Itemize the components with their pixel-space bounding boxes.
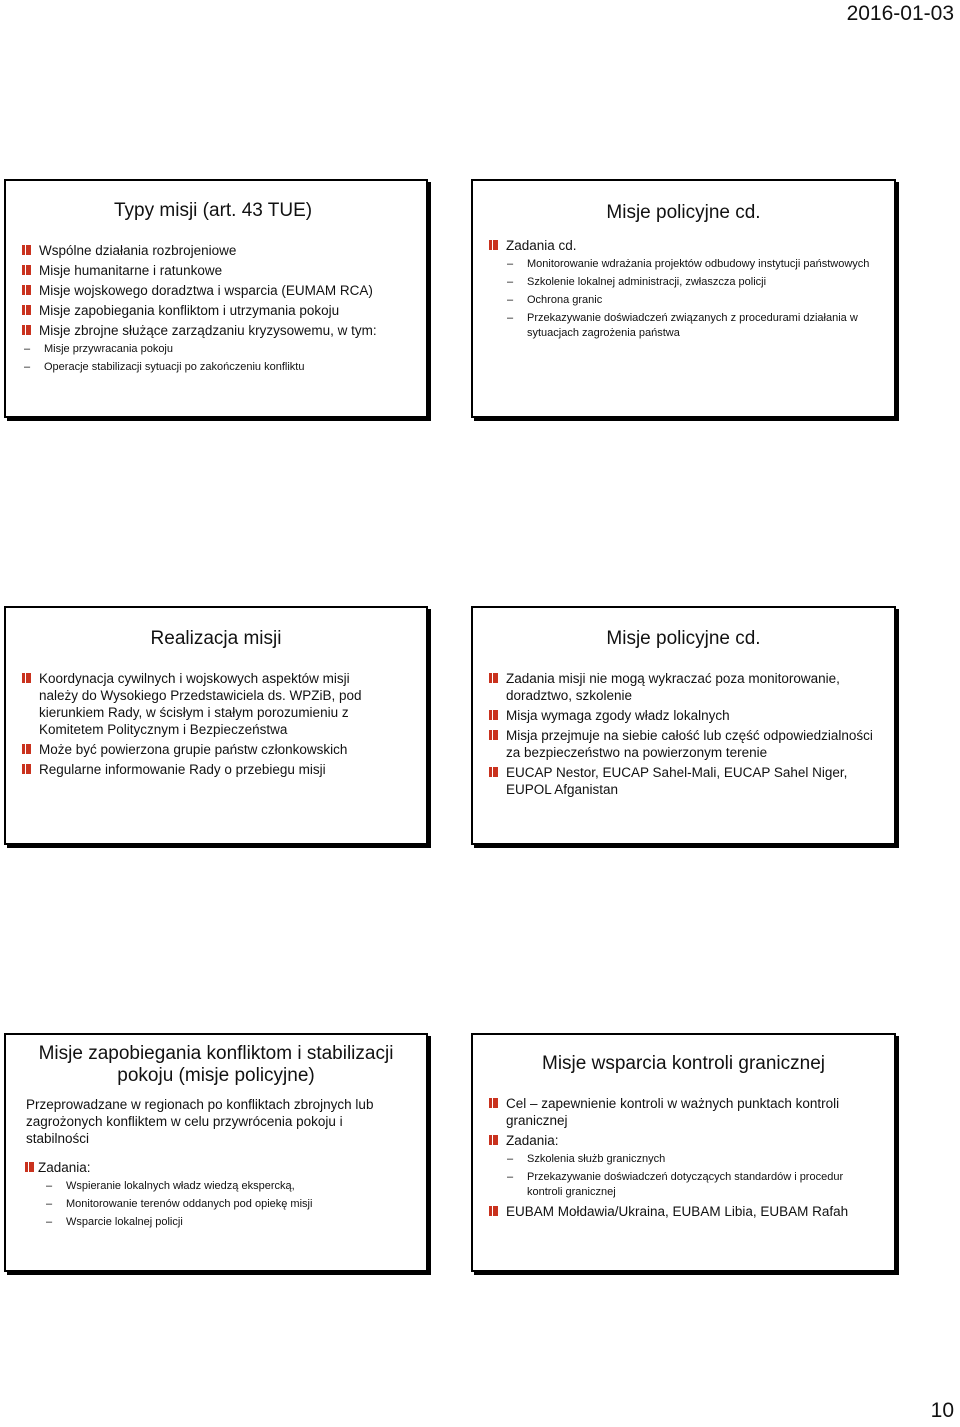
list-item: EUCAP Nestor, EUCAP Sahel-Mali, EUCAP Sahel Niger, EUPOL Afganistan — [487, 764, 880, 798]
slide-title: Misje policyjne cd. — [606, 202, 761, 223]
bullet-icon — [22, 245, 31, 255]
sub-list-item: – Szkolenia służb granicznych — [507, 1153, 666, 1165]
list-item: Zadania: — [26, 1159, 412, 1176]
list-item: Zadania cd. — [487, 237, 880, 254]
list-item: EUBAM Mołdawia/Ukraina, EUBAM Libia, EUBAM Rafah — [487, 1203, 880, 1220]
bullet-icon — [489, 710, 498, 720]
slide-police-missions-continued — [471, 179, 896, 418]
bullet-icon — [25, 1162, 34, 1172]
sub-list-item: – Misje przywracania pokoju — [24, 343, 173, 355]
list-item: Misje zapobiegania konfliktom i utrzymania pokoju — [20, 302, 414, 319]
sub-list-item: – Przekazywanie doświadczeń dotyczących standardów i procedur kontroli granicznej — [507, 1171, 844, 1198]
slide-title: Misje policyjne cd. — [606, 628, 761, 649]
bullet-icon — [22, 285, 31, 295]
slide-title: Misje wsparcia kontroli granicznej — [542, 1053, 825, 1074]
bullet-icon — [22, 744, 31, 754]
bullet-icon — [489, 673, 498, 683]
list-item: Misje humanitarne i ratunkowe — [20, 262, 414, 279]
slide-title: Misje zapobiegania konfliktom i stabilizacji pokoju (misje policyjne) — [38, 1043, 394, 1086]
list-item: Misja przejmuje na siebie całość lub część odpowiedzialności za bezpieczeństwo na powierzonym terenie — [487, 727, 880, 761]
sub-list-item: – Szkolenie lokalnej administracji, zwłaszcza policji — [507, 276, 767, 288]
slide-conflict-prevention-missions — [4, 1033, 428, 1272]
slide-mission-execution — [4, 606, 428, 845]
list-item: Misje wojskowego doradztwa i wsparcia (EUMAM RCA) — [20, 282, 414, 299]
bullet-icon — [489, 767, 498, 777]
bullet-icon — [22, 764, 31, 774]
list-item: Zadania: — [487, 1132, 880, 1149]
sub-list-item: – Wsparcie lokalnej policji — [46, 1216, 183, 1228]
slide-title: Typy misji (art. 43 TUE) — [114, 200, 313, 221]
bullet-icon — [489, 730, 498, 740]
slide-police-missions-continued-2 — [471, 606, 896, 845]
sub-list-item: – Ochrona granic — [507, 294, 603, 306]
bullet-icon — [489, 1206, 498, 1216]
sub-list-item: – Monitorowanie wdrażania projektów odbudowy instytucji państwowych — [507, 258, 870, 270]
list-item: Może być powierzona grupie państw członkowskich — [20, 741, 386, 758]
list-item: Wspólne działania rozbrojeniowe — [20, 242, 414, 259]
list-item: Cel – zapewnienie kontroli w ważnych punktach kontroli granicznej — [487, 1095, 880, 1129]
page-number: 10 — [930, 1399, 954, 1422]
slide-intro: Przeprowadzane w regionach po konfliktach zbrojnych lub zagrożonych konfliktem w celu przywrócenia pokoju i stabilności — [26, 1097, 374, 1146]
bullet-icon — [22, 325, 31, 335]
list-item: Koordynacja cywilnych i wojskowych aspektów misji należy do Wysokiego Przedstawiciela ds. WPZiB, pod kierunkiem Rady, w ścisłym i stałym porozumieniu z Komitetem Politycznym i Bezpieczeństwa — [20, 670, 386, 738]
list-item: Zadania misji nie mogą wykraczać poza monitorowanie, doradztwo, szkolenie — [487, 670, 880, 704]
list-item: Misja wymaga zgody władz lokalnych — [487, 707, 880, 724]
bullet-icon — [22, 673, 31, 683]
bullet-icon — [22, 305, 31, 315]
bullet-icon — [489, 240, 498, 250]
slide-mission-types — [4, 179, 428, 418]
bullet-icon — [22, 265, 31, 275]
slide-title: Realizacja misji — [150, 628, 282, 649]
sub-list-item: – Operacje stabilizacji sytuacji po zakończeniu konfliktu — [24, 361, 305, 373]
list-item: Regularne informowanie Rady o przebiegu misji — [20, 761, 386, 778]
print-date: 2016-01-03 — [846, 2, 954, 25]
sub-list-item: – Przekazywanie doświadczeń związanych z procedurami działania w sytuacjach zagrożenia państwa — [507, 312, 858, 339]
sub-list-item: – Wspieranie lokalnych władz wiedzą ekspercką, — [46, 1180, 295, 1192]
slide-border-control-missions — [471, 1033, 896, 1272]
bullet-icon — [489, 1098, 498, 1108]
list-item: Misje zbrojne służące zarządzaniu kryzysowemu, w tym: — [20, 322, 414, 339]
bullet-icon — [489, 1135, 498, 1145]
sub-list-item: – Monitorowanie terenów oddanych pod opiekę misji — [46, 1198, 313, 1210]
